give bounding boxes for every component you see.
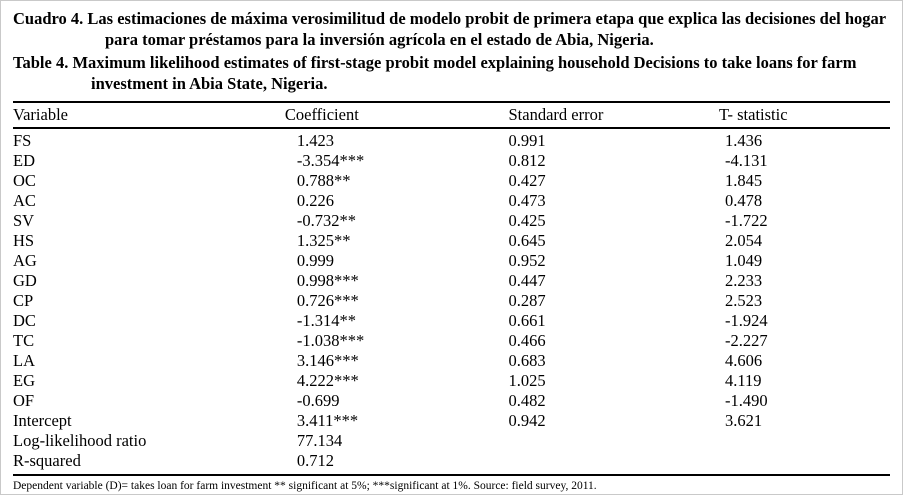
cell-t-statistic: 1.845	[724, 171, 763, 190]
cell-standard-error: 0.425	[508, 211, 546, 230]
cell-variable: FS	[13, 131, 32, 150]
table-row	[13, 271, 890, 291]
cell-t-statistic: -1.722	[724, 211, 768, 230]
cell-coefficient: 0.226	[296, 191, 334, 210]
cell-standard-error: 0.287	[508, 291, 546, 310]
cell-coefficient: 77.134	[296, 431, 343, 450]
cell-variable: CP	[13, 291, 34, 310]
cell-t-statistic: -4.131	[724, 151, 768, 170]
table-title-english: Table 4. Maximum likelihood estimates of first-stage probit model explaining household Decisions to take loans for farm investment in Abia State, Nigeria.	[13, 53, 857, 93]
table-body	[13, 128, 890, 471]
cell-t-statistic	[719, 451, 890, 471]
cell-variable: TC	[13, 331, 35, 350]
cell-standard-error	[508, 431, 718, 451]
cell-variable: R-squared	[13, 451, 81, 470]
table-row	[13, 411, 890, 431]
table-header	[13, 102, 890, 128]
table-header-row	[13, 102, 890, 128]
cell-coefficient: 1.423	[296, 131, 334, 150]
cell-coefficient: -3.354***	[296, 151, 365, 170]
cell-variable: SV	[13, 211, 35, 230]
cell-coefficient: -1.314**	[296, 311, 356, 330]
table-row	[13, 391, 890, 411]
cell-variable: LA	[13, 351, 35, 370]
column-header-variable: Variable	[13, 102, 285, 128]
cell-t-statistic: 4.119	[724, 371, 762, 390]
cell-standard-error	[508, 451, 718, 471]
table-row	[13, 231, 890, 251]
cell-t-statistic: 1.049	[724, 251, 763, 270]
table-title-spanish: Cuadro 4. Las estimaciones de máxima verosimilitud de modelo probit de primera etapa que explica las decisiones del hogar para tomar préstamos para la inversión agrícola en el estado de Abia, Nigeria.	[13, 9, 886, 49]
cell-standard-error: 0.952	[508, 251, 546, 270]
column-header-t-statistic: T- statistic	[719, 102, 890, 128]
cell-standard-error: 0.645	[508, 231, 546, 250]
cell-t-statistic: -1.490	[724, 391, 768, 410]
cell-standard-error: 0.473	[508, 191, 546, 210]
cell-variable: GD	[13, 271, 37, 290]
cell-t-statistic: -2.227	[724, 331, 768, 350]
cell-t-statistic: 0.478	[724, 191, 763, 210]
probit-results-table	[13, 101, 890, 471]
cell-coefficient: -0.732**	[296, 211, 356, 230]
cell-t-statistic: 2.054	[724, 231, 763, 250]
cell-coefficient: 1.325**	[296, 231, 351, 250]
cell-t-statistic: 2.523	[724, 291, 763, 310]
column-header-standard-error: Standard error	[508, 102, 718, 128]
cell-variable: HS	[13, 231, 35, 250]
cell-variable: AC	[13, 191, 36, 210]
cell-variable: Log-likelihood ratio	[13, 431, 147, 450]
cell-standard-error: 0.447	[508, 271, 546, 290]
table-row	[13, 191, 890, 211]
cell-t-statistic: 2.233	[724, 271, 763, 290]
cell-variable: OF	[13, 391, 35, 410]
cell-standard-error: 0.427	[508, 171, 546, 190]
cell-coefficient: 0.712	[296, 451, 334, 470]
table-row	[13, 211, 890, 231]
cell-standard-error: 0.683	[508, 351, 546, 370]
table-row	[13, 431, 890, 451]
cell-standard-error: 0.661	[508, 311, 546, 330]
cell-standard-error: 0.942	[508, 411, 546, 430]
cell-coefficient: -1.038***	[296, 331, 365, 350]
cell-variable: EG	[13, 371, 35, 390]
table-row	[13, 291, 890, 311]
table-row	[13, 251, 890, 271]
cell-coefficient: 0.726***	[296, 291, 359, 310]
cell-coefficient: 0.788**	[296, 171, 351, 190]
cell-variable: DC	[13, 311, 36, 330]
cell-t-statistic: 1.436	[724, 131, 763, 150]
cell-variable: OC	[13, 171, 36, 190]
table-row	[13, 151, 890, 171]
table-row	[13, 331, 890, 351]
cell-t-statistic: 3.621	[724, 411, 763, 430]
cell-coefficient: 3.411***	[296, 411, 359, 430]
cell-t-statistic: 4.606	[724, 351, 763, 370]
column-header-coefficient: Coefficient	[285, 102, 509, 128]
table-footnote: Dependent variable (D)= takes loan for farm investment ** significant at 5%; ***significant at 1%. Source: field survey, 2011.	[13, 474, 890, 493]
cell-coefficient: 3.146***	[296, 351, 359, 370]
cell-coefficient: 0.998***	[296, 271, 359, 290]
table-row	[13, 371, 890, 391]
cell-variable: ED	[13, 151, 35, 170]
table-row	[13, 451, 890, 471]
table-row	[13, 351, 890, 371]
cell-coefficient: -0.699	[296, 391, 340, 410]
cell-standard-error: 1.025	[508, 371, 546, 390]
cell-variable: AG	[13, 251, 37, 270]
table-row	[13, 128, 890, 151]
cell-standard-error: 0.482	[508, 391, 546, 410]
cell-coefficient: 4.222***	[296, 371, 359, 390]
cell-t-statistic	[719, 431, 890, 451]
cell-standard-error: 0.466	[508, 331, 546, 350]
cell-standard-error: 0.991	[508, 131, 546, 150]
cell-t-statistic: -1.924	[724, 311, 768, 330]
table-row	[13, 311, 890, 331]
title-block	[13, 8, 890, 94]
cell-standard-error: 0.812	[508, 151, 546, 170]
cell-coefficient: 0.999	[296, 251, 334, 270]
cell-variable: Intercept	[13, 411, 72, 430]
table-row	[13, 171, 890, 191]
